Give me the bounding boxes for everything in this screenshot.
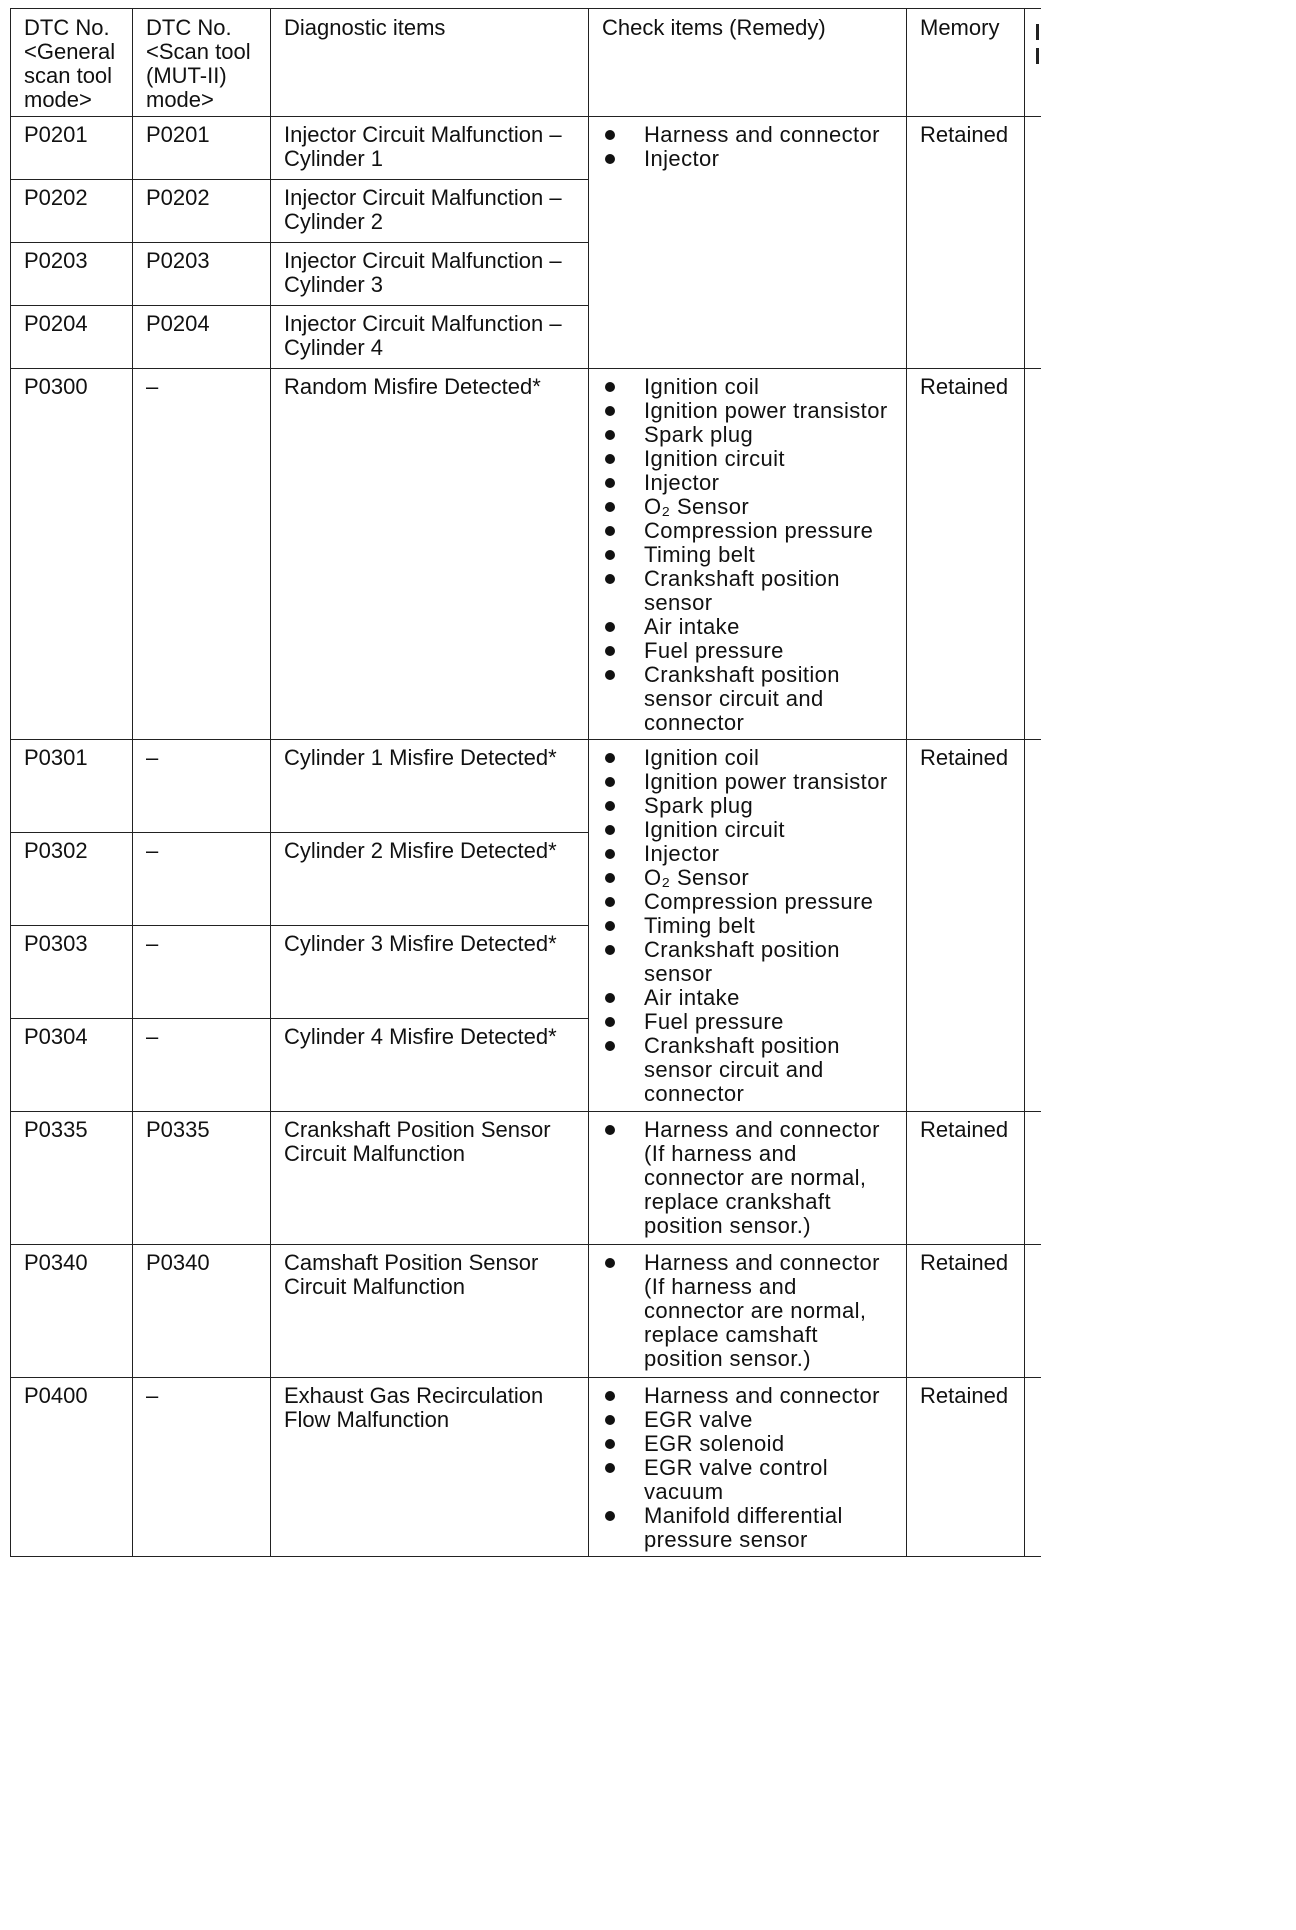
dtc-scan-cell: P0203 bbox=[133, 243, 271, 306]
check-items-cell bbox=[589, 117, 907, 369]
check-item: O₂ Sensor bbox=[602, 866, 896, 890]
check-list bbox=[602, 1251, 896, 1371]
check-item: Injector bbox=[602, 471, 896, 495]
check-item: Harness and connector (If harness and connector are normal, replace camshaft position sensor.) bbox=[602, 1251, 896, 1371]
check-item: Crankshaft position sensor circuit and connector bbox=[602, 1034, 896, 1106]
page-cutoff-edge bbox=[1041, 0, 1296, 1930]
dtc-general-cell: P0202 bbox=[11, 180, 133, 243]
check-list bbox=[602, 375, 896, 735]
check-item: Ignition coil bbox=[602, 375, 896, 399]
check-item: EGR solenoid bbox=[602, 1432, 896, 1456]
dtc-scan-cell: P0202 bbox=[133, 180, 271, 243]
header-dtc-general-line: DTC No. bbox=[24, 15, 110, 40]
check-item: Crankshaft position sensor bbox=[602, 938, 896, 986]
table-row bbox=[11, 1245, 1085, 1378]
dtc-general-cell: P0204 bbox=[11, 306, 133, 369]
memory-cell: Retained bbox=[907, 369, 1025, 740]
memory-cell: Retained bbox=[907, 1245, 1025, 1378]
dtc-scan-cell: – bbox=[133, 1378, 271, 1557]
check-item: Ignition power transistor bbox=[602, 399, 896, 423]
check-item: Ignition circuit bbox=[602, 818, 896, 842]
diagnostic-cell: Camshaft Position Sensor Circuit Malfunction bbox=[271, 1245, 589, 1378]
check-item: Compression pressure bbox=[602, 890, 896, 914]
dtc-general-cell: P0304 bbox=[11, 1019, 133, 1112]
diagnostic-line: Injector Circuit Malfunction – bbox=[284, 248, 562, 273]
header-dtc-general-line: mode> bbox=[24, 87, 92, 112]
check-item: EGR valve bbox=[602, 1408, 896, 1432]
diagnostic-line: Injector Circuit Malfunction – bbox=[284, 185, 562, 210]
diagnostic-cell bbox=[271, 117, 589, 180]
check-list bbox=[602, 1384, 896, 1552]
memory-cell: Retained bbox=[907, 1378, 1025, 1557]
dtc-scan-cell: P0201 bbox=[133, 117, 271, 180]
check-item: Air intake bbox=[602, 986, 896, 1010]
check-item: Timing belt bbox=[602, 914, 896, 938]
dtc-general-cell: P0201 bbox=[11, 117, 133, 180]
diagnostic-line: Cylinder 3 bbox=[284, 272, 384, 297]
check-items-cell bbox=[589, 369, 907, 740]
table-row bbox=[11, 740, 1085, 833]
header-dtc-scan-line: <Scan tool bbox=[146, 39, 251, 64]
check-item: Crankshaft position sensor circuit and connector bbox=[602, 663, 896, 735]
table-row bbox=[11, 369, 1085, 740]
dtc-general-cell: P0335 bbox=[11, 1112, 133, 1245]
check-items-cell bbox=[589, 1245, 907, 1378]
dtc-general-cell: P0340 bbox=[11, 1245, 133, 1378]
check-item: Ignition coil bbox=[602, 746, 896, 770]
dtc-scan-cell: P0335 bbox=[133, 1112, 271, 1245]
check-item: Ignition circuit bbox=[602, 447, 896, 471]
check-item: Harness and connector bbox=[602, 1384, 896, 1408]
diagnostic-cell: Cylinder 2 Misfire Detected* bbox=[271, 833, 589, 926]
header-dtc-scan-line: DTC No. bbox=[146, 15, 232, 40]
header-diagnostic: Diagnostic items bbox=[271, 9, 589, 117]
diagnostic-line: Cylinder 1 bbox=[284, 146, 384, 171]
diagnostic-cell: Cylinder 4 Misfire Detected* bbox=[271, 1019, 589, 1112]
dtc-table bbox=[10, 8, 1085, 1557]
check-list bbox=[602, 1118, 896, 1238]
dtc-scan-cell: – bbox=[133, 833, 271, 926]
check-list bbox=[602, 123, 896, 171]
dtc-scan-cell: – bbox=[133, 1019, 271, 1112]
check-item: EGR valve control vacuum bbox=[602, 1456, 896, 1504]
dtc-general-cell: P0400 bbox=[11, 1378, 133, 1557]
memory-cell: Retained bbox=[907, 1112, 1025, 1245]
check-item: Fuel pressure bbox=[602, 1010, 896, 1034]
header-dtc-scan-line: (MUT-II) bbox=[146, 63, 227, 88]
diagnostic-line: Injector Circuit Malfunction – bbox=[284, 311, 562, 336]
dtc-scan-cell: – bbox=[133, 926, 271, 1019]
header-memory: Memory bbox=[907, 9, 1025, 117]
dtc-scan-cell: P0204 bbox=[133, 306, 271, 369]
header-check: Check items (Remedy) bbox=[589, 9, 907, 117]
dtc-general-cell: P0303 bbox=[11, 926, 133, 1019]
diagnostic-cell: Cylinder 1 Misfire Detected* bbox=[271, 740, 589, 833]
diagnostic-cell: Exhaust Gas Recirculation Flow Malfunction bbox=[271, 1378, 589, 1557]
check-items-cell bbox=[589, 1378, 907, 1557]
diagnostic-line: Cylinder 2 bbox=[284, 209, 384, 234]
check-item: Harness and connector bbox=[602, 123, 896, 147]
diagnostic-cell bbox=[271, 180, 589, 243]
dtc-scan-cell: – bbox=[133, 740, 271, 833]
check-items-cell bbox=[589, 1112, 907, 1245]
dtc-general-cell: P0203 bbox=[11, 243, 133, 306]
header-dtc-general bbox=[11, 9, 133, 117]
header-dtc-general-line: <General bbox=[24, 39, 116, 64]
diagnostic-cell: Random Misfire Detected* bbox=[271, 369, 589, 740]
check-item: Manifold differential pressure sensor bbox=[602, 1504, 896, 1552]
diagnostic-cell: Cylinder 3 Misfire Detected* bbox=[271, 926, 589, 1019]
header-dtc-general-line: scan tool bbox=[24, 63, 113, 88]
header-dtc-scan-line: mode> bbox=[146, 87, 214, 112]
table-row bbox=[11, 117, 1085, 180]
dtc-general-cell: P0301 bbox=[11, 740, 133, 833]
dtc-scan-cell: – bbox=[133, 369, 271, 740]
memory-cell: Retained bbox=[907, 117, 1025, 369]
check-item: Spark plug bbox=[602, 794, 896, 818]
cut-off-glyph-fragment bbox=[1036, 24, 1039, 40]
dtc-general-cell: P0300 bbox=[11, 369, 133, 740]
dtc-general-cell: P0302 bbox=[11, 833, 133, 926]
check-item: O₂ Sensor bbox=[602, 495, 896, 519]
check-item: Spark plug bbox=[602, 423, 896, 447]
check-item: Injector bbox=[602, 147, 896, 171]
memory-cell: Retained bbox=[907, 740, 1025, 1112]
diagnostic-line: Injector Circuit Malfunction – bbox=[284, 122, 562, 147]
check-items-cell bbox=[589, 740, 907, 1112]
table-row bbox=[11, 1378, 1085, 1557]
check-item: Ignition power transistor bbox=[602, 770, 896, 794]
check-item: Injector bbox=[602, 842, 896, 866]
check-item: Timing belt bbox=[602, 543, 896, 567]
check-item: Compression pressure bbox=[602, 519, 896, 543]
check-item: Crankshaft position sensor bbox=[602, 567, 896, 615]
cut-off-glyph-fragment bbox=[1036, 48, 1039, 64]
check-item: Harness and connector (If harness and connector are normal, replace crankshaft position sensor.) bbox=[602, 1118, 896, 1238]
table-row bbox=[11, 1112, 1085, 1245]
check-item: Air intake bbox=[602, 615, 896, 639]
check-item: Fuel pressure bbox=[602, 639, 896, 663]
diagnostic-cell: Crankshaft Position Sensor Circuit Malfunction bbox=[271, 1112, 589, 1245]
diagnostic-line: Cylinder 4 bbox=[284, 335, 384, 360]
diagnostic-cell bbox=[271, 243, 589, 306]
diagnostic-cell bbox=[271, 306, 589, 369]
table-header-row bbox=[11, 9, 1085, 117]
check-list bbox=[602, 746, 896, 1106]
header-dtc-scan bbox=[133, 9, 271, 117]
dtc-scan-cell: P0340 bbox=[133, 1245, 271, 1378]
